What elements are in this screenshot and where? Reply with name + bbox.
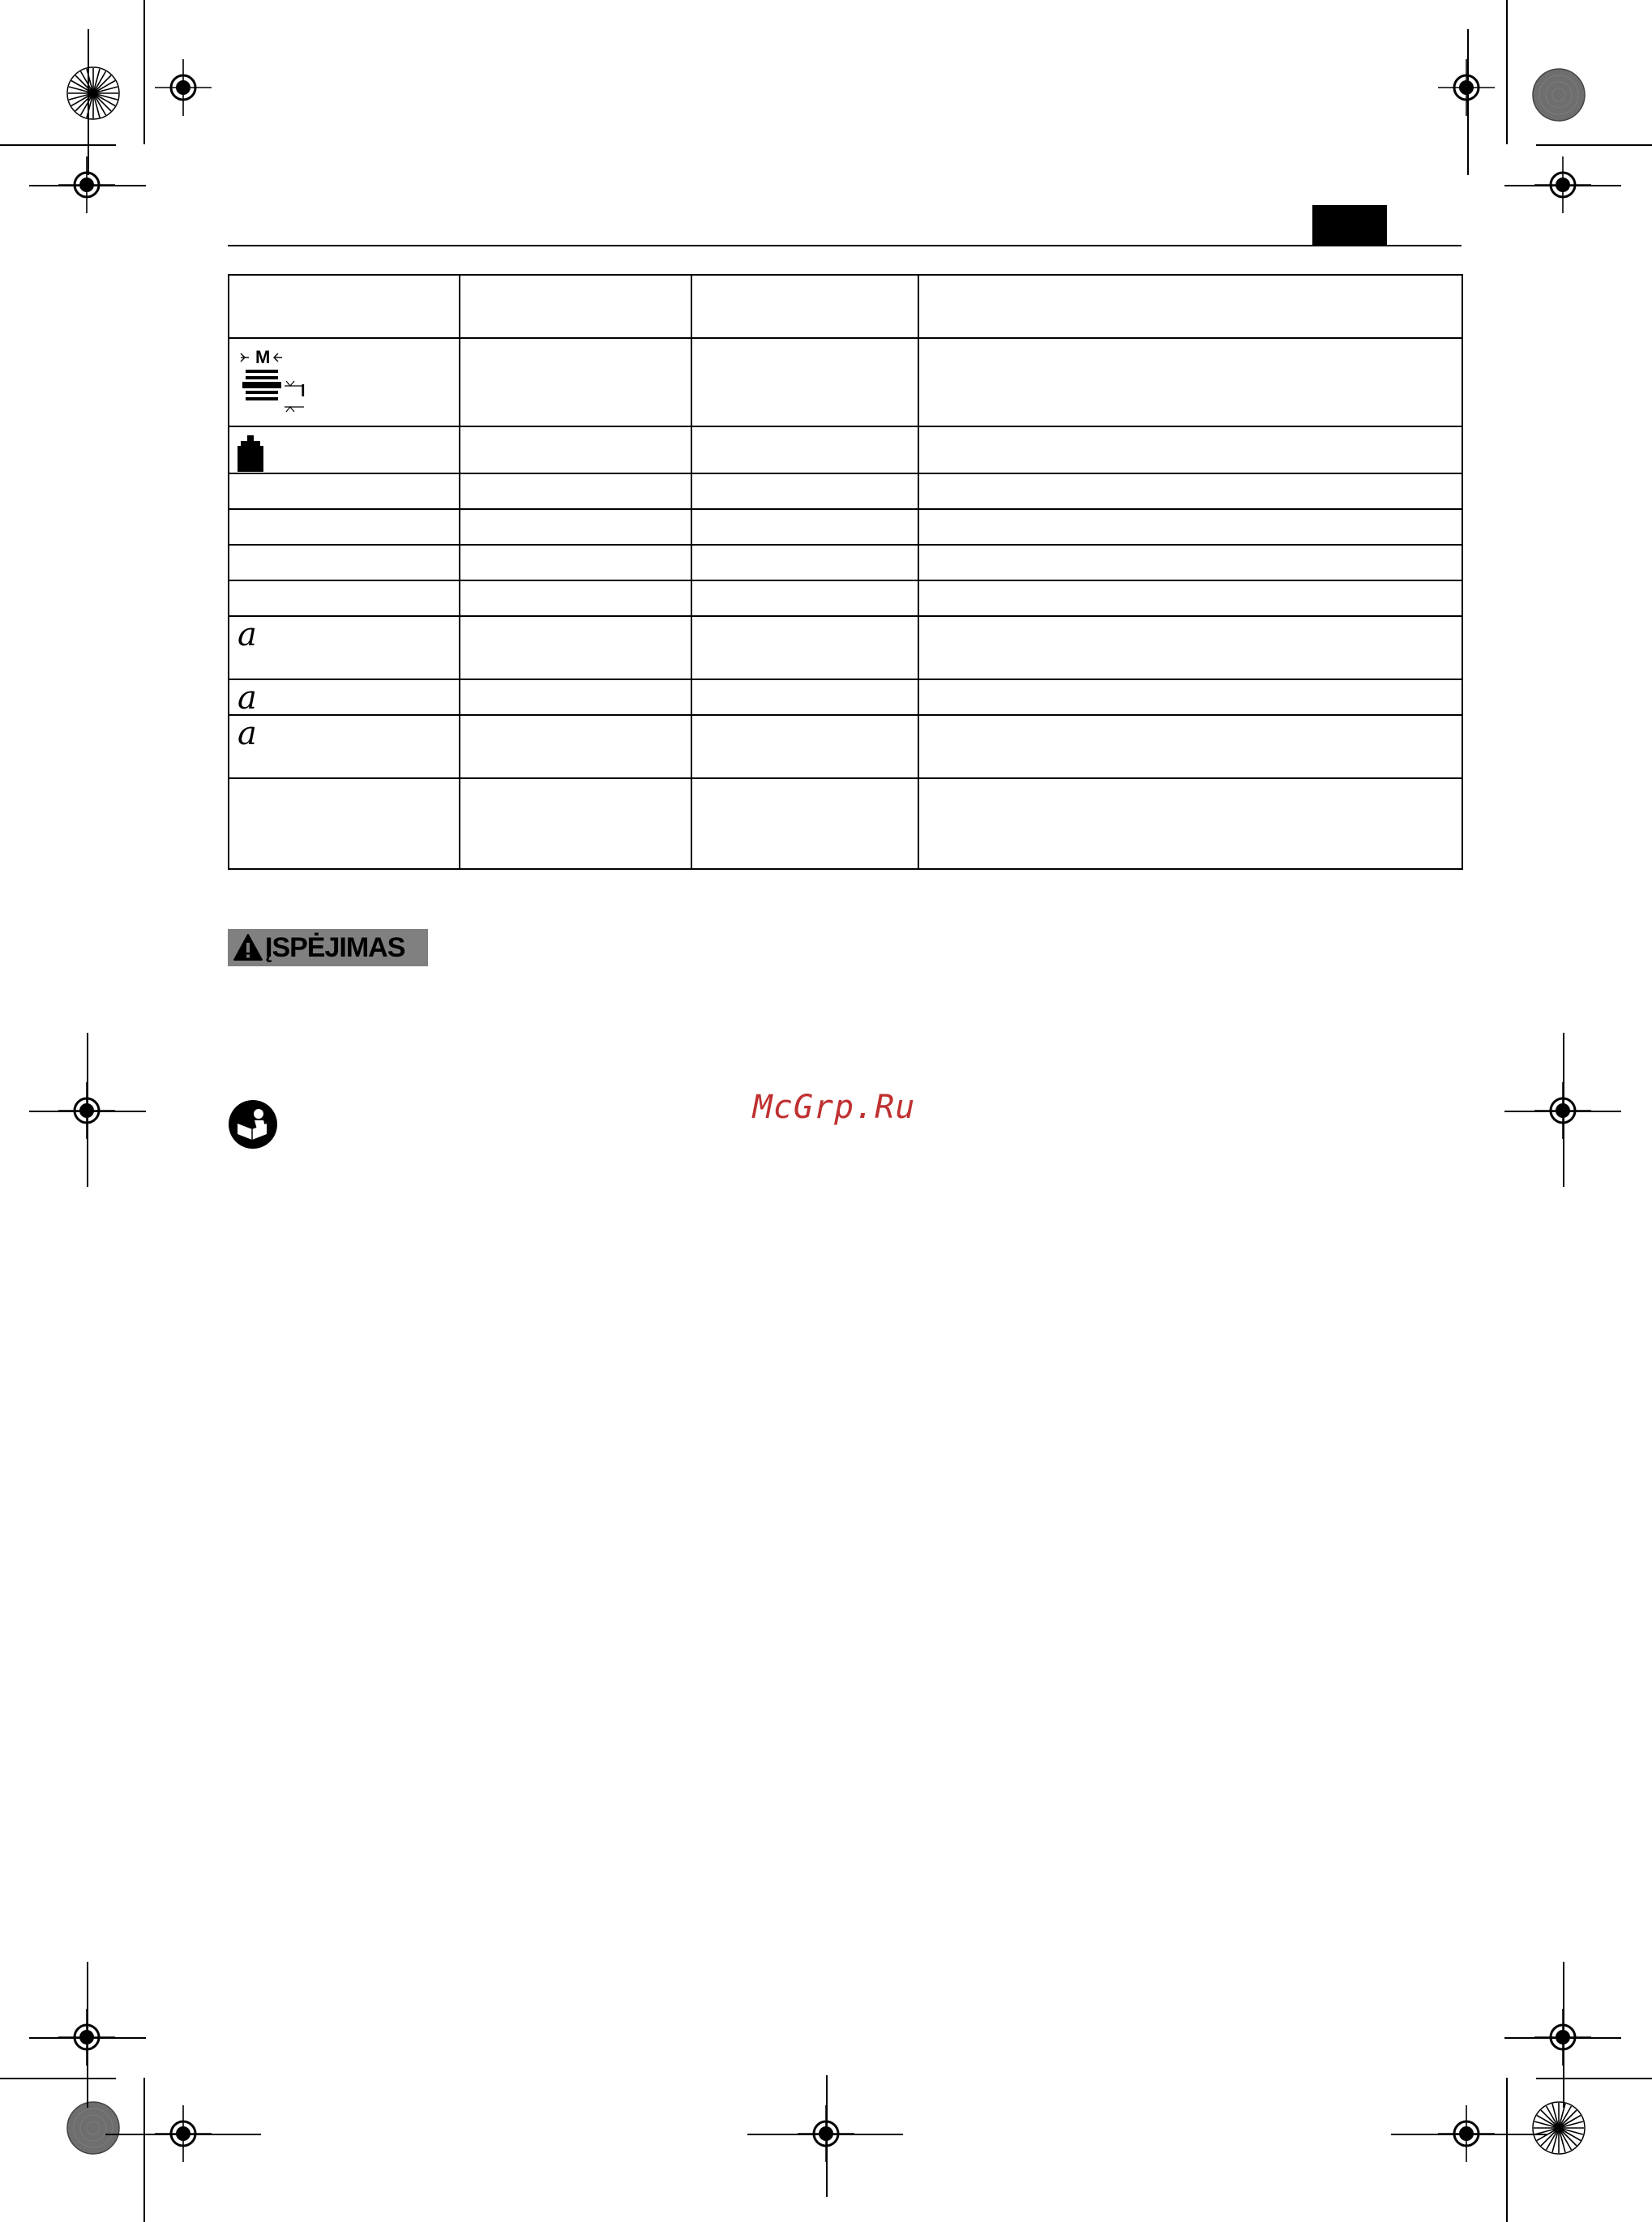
trim-line-bottom-left-horizontal — [0, 2078, 116, 2079]
table-cell — [691, 679, 918, 715]
table-cell — [918, 679, 1462, 715]
table-row — [229, 509, 1462, 545]
table-cell — [229, 473, 460, 509]
table-row — [229, 580, 1462, 616]
table-row — [229, 715, 1462, 778]
registration-line — [29, 2037, 146, 2039]
registration-line — [1504, 2037, 1621, 2039]
table-cell — [229, 715, 460, 778]
table-cell — [691, 338, 918, 426]
table-cell — [691, 580, 918, 616]
spec-table — [228, 274, 1463, 870]
table-cell — [229, 580, 460, 616]
gray-disc-icon — [1532, 68, 1586, 122]
header-rule — [228, 245, 1462, 246]
trim-line-top-right-horizontal — [1536, 144, 1652, 146]
table-cell — [460, 715, 691, 778]
table-cell — [691, 509, 918, 545]
table-cell — [691, 778, 918, 869]
trim-line-top-left-vertical — [143, 0, 145, 144]
icon-label-m: M — [255, 347, 271, 367]
registration-line — [1467, 29, 1469, 175]
table-header-cell — [460, 275, 691, 338]
trim-line-bottom-right-vertical — [1506, 2078, 1508, 2222]
icon-label-l: l — [301, 383, 306, 400]
table-cell — [918, 426, 1462, 473]
table-cell — [229, 545, 460, 580]
table-cell — [229, 338, 460, 426]
table-cell — [460, 509, 691, 545]
registration-line — [826, 2075, 828, 2197]
table-cell — [918, 778, 1462, 869]
table-cell — [691, 545, 918, 580]
warning-label — [228, 929, 428, 966]
registration-line — [29, 185, 146, 186]
table-row — [229, 679, 1462, 715]
table-cell — [229, 616, 460, 679]
registration-line — [747, 2134, 903, 2135]
table-cell — [229, 426, 460, 473]
table-cell — [460, 473, 691, 509]
table-row — [229, 275, 1462, 338]
trim-line-top-left-horizontal — [0, 144, 116, 146]
table-cell — [460, 426, 691, 473]
warning-triangle-icon — [233, 932, 263, 963]
table-cell — [918, 715, 1462, 778]
table-cell — [918, 616, 1462, 679]
table-header-cell — [691, 275, 918, 338]
registration-line — [87, 1962, 88, 2108]
trim-line-bottom-right-horizontal — [1536, 2078, 1652, 2079]
weight-icon — [229, 427, 278, 473]
registration-mark-icon — [1438, 59, 1495, 116]
vibration-symbol: a — [238, 679, 257, 717]
table-cell — [918, 338, 1462, 426]
trim-line-bottom-left-vertical — [143, 2078, 145, 2222]
table-row — [229, 473, 1462, 509]
registration-line — [88, 29, 89, 175]
table-cell — [460, 580, 691, 616]
starburst-disc-icon — [66, 66, 120, 120]
registration-line — [1504, 185, 1621, 186]
table-cell — [691, 715, 918, 778]
table-cell — [229, 679, 460, 715]
vibration-symbol: a — [238, 616, 257, 653]
table-cell — [229, 509, 460, 545]
registration-line — [105, 2134, 261, 2135]
table-cell — [918, 580, 1462, 616]
table-cell — [918, 545, 1462, 580]
registration-line — [1391, 2134, 1547, 2135]
registration-line — [1563, 1962, 1564, 2108]
table-row — [229, 338, 1462, 426]
table-cell — [460, 545, 691, 580]
table-cell — [460, 679, 691, 715]
table-cell — [460, 778, 691, 869]
table-row — [229, 426, 1462, 473]
table-row — [229, 778, 1462, 869]
starburst-disc-icon — [1532, 2101, 1586, 2155]
table-header-cell — [918, 275, 1462, 338]
vibration-symbol: a — [238, 715, 257, 752]
table-cell — [691, 616, 918, 679]
table-cell — [691, 473, 918, 509]
language-tab — [1312, 205, 1387, 246]
table-cell — [691, 426, 918, 473]
trim-line-top-right-vertical — [1506, 0, 1508, 144]
table-cell — [918, 509, 1462, 545]
table-header-cell — [229, 275, 460, 338]
clamping-dimensions-icon — [229, 339, 319, 420]
table-row — [229, 616, 1462, 679]
warning-label-text: ĮSPĖJIMAS — [265, 931, 405, 963]
table-cell — [918, 473, 1462, 509]
table-cell — [460, 338, 691, 426]
table-row — [229, 545, 1462, 580]
registration-mark-icon — [155, 59, 212, 116]
table-cell — [229, 778, 460, 869]
watermark: McGrp.Ru — [752, 1089, 916, 1126]
table-cell — [460, 616, 691, 679]
gray-disc-icon — [66, 2101, 120, 2155]
